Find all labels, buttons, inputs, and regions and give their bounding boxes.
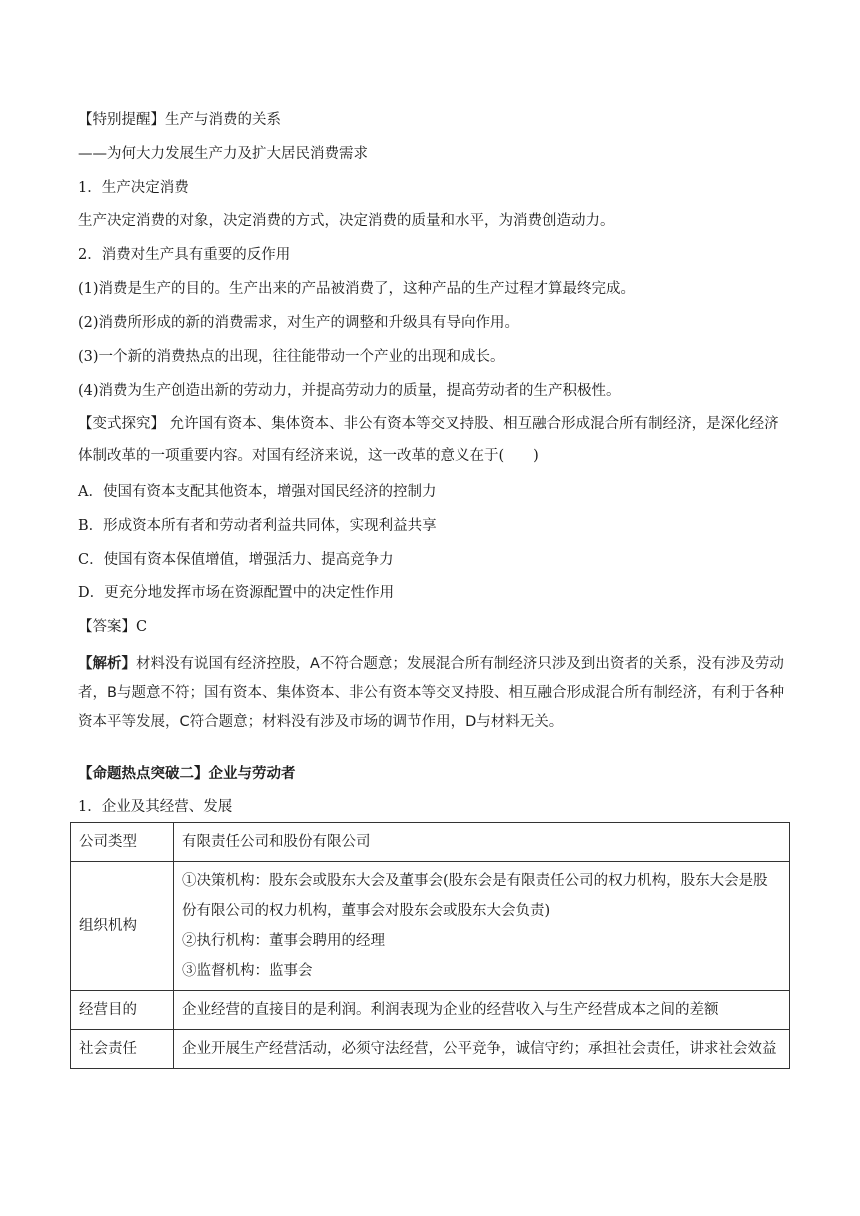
analysis-text: 材料没有说国有经济控股，A不符合题意；发展混合所有制经济只涉及到出资者的关系，没有涉及劳动者，B与题意不符；国有资本、集体资本、非公有资本等交叉持股、相互融合形成混合所有制经济，有利于各种资本平等发展，C符合题意；材料没有涉及市场的调节作用，D与材料无关。: [78, 656, 784, 730]
section2-heading: 【命题热点突破二】企业与劳动者: [78, 765, 296, 782]
option-c: C．使国有资本保值增值，增强活力、提高竞争力: [78, 552, 394, 568]
table-key: 组织机构: [71, 862, 174, 991]
option-d: D．更充分地发挥市场在资源配置中的决定性作用: [78, 585, 395, 601]
table-key: 公司类型: [71, 823, 174, 862]
list-item: (1)消费是生产的目的。生产出来的产品被消费了，这种产品的生产过程才算最终完成。: [78, 281, 636, 297]
table-value: [174, 991, 790, 1030]
point1-title: 1．生产决定消费: [78, 180, 189, 196]
point1-text: 生产决定消费的对象，决定消费的方式，决定消费的质量和水平，为消费创造动力。: [78, 213, 615, 229]
table-value-line: ②执行机构：董事会聘用的经理: [182, 933, 385, 949]
question-stem: [78, 408, 790, 472]
table-value: [174, 1030, 790, 1069]
table-value-line: ③监督机构：监事会: [182, 963, 313, 979]
table-value-line: ①决策机构：股东会或股东大会及董事会(股东会是有限责任公司的权力机构，股东大会是股份有限公司的权力机构，董事会对股东会或股东大会负责): [182, 873, 768, 919]
tip-subheading: ——为何大力发展生产力及扩大居民消费需求: [78, 146, 368, 162]
question-text: 允许国有资本、集体资本、非公有资本等交叉持股、相互融合形成混合所有制经济，是深化经济体制改革的一项重要内容。对国有经济来说，这一改革的意义在于( ): [78, 416, 779, 464]
list-item: (2)消费所形成的新的消费需求，对生产的调整和升级具有导向作用。: [78, 315, 520, 331]
table-value-line: 企业开展生产经营活动，必须守法经营，公平竞争，诚信守约；承担社会责任，讲求社会效益: [182, 1041, 777, 1057]
company-info-table: [70, 822, 790, 1069]
table-row: [71, 862, 790, 991]
table-row: [71, 991, 790, 1030]
table-value: [174, 862, 790, 991]
option-a: A．使国有资本支配其他资本，增强对国民经济的控制力: [78, 484, 437, 500]
list-item: (4)消费为生产创造出新的劳动力，并提高劳动力的质量，提高劳动者的生产积极性。: [78, 383, 621, 399]
table-value-line: 企业经营的直接目的是利润。利润表现为企业的经营收入与生产经营成本之间的差额: [182, 1002, 719, 1018]
answer: 【答案】C: [78, 619, 148, 635]
section2-point1: 1．企业及其经营、发展: [78, 799, 233, 815]
analysis-block: [78, 650, 790, 737]
point2-title: 2．消费对生产具有重要的反作用: [78, 247, 291, 263]
analysis-label: 【解析】: [78, 656, 136, 672]
table-row: [71, 1030, 790, 1069]
table-key: 社会责任: [71, 1030, 174, 1069]
option-b: B．形成资本所有者和劳动者利益共同体，实现利益共享: [78, 518, 437, 534]
list-item: (3)一个新的消费热点的出现，往往能带动一个产业的出现和成长。: [78, 349, 505, 365]
table-key: 经营目的: [71, 991, 174, 1030]
tip-heading: 【特别提醒】生产与消费的关系: [78, 112, 281, 128]
table-row: [71, 823, 790, 862]
table-value-line: 有限责任公司和股份有限公司: [182, 834, 371, 850]
question-label: 【变式探究】: [78, 416, 165, 432]
table-value: [174, 823, 790, 862]
